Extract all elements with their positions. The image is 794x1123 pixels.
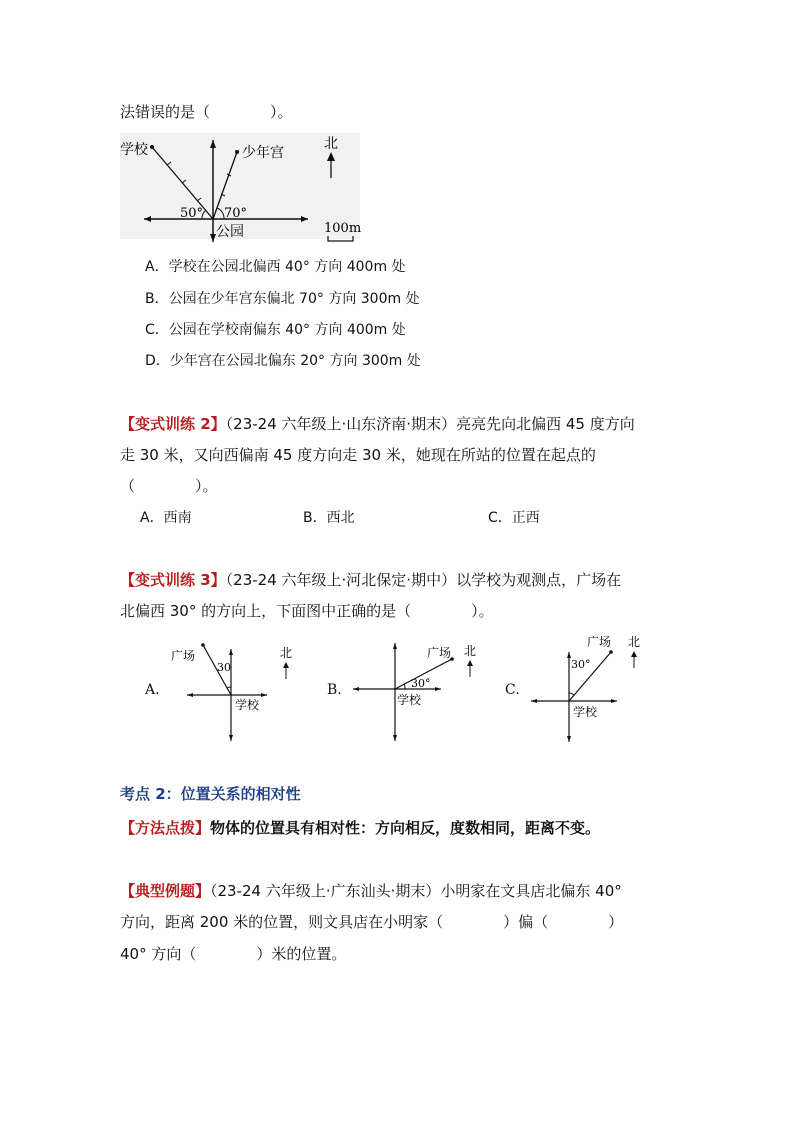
q1-tick xyxy=(182,180,186,183)
q3a-label-square: 广场 xyxy=(171,649,196,663)
q3b-arrow-west xyxy=(353,687,359,691)
q3b-arrow-east xyxy=(435,687,441,691)
q1-arrow-west xyxy=(144,216,151,222)
q1-label-angle-left: 50° xyxy=(180,206,204,221)
q3-figure-a xyxy=(165,635,305,745)
q1-north-arrow-head xyxy=(327,152,335,161)
example-tag: 【典型例题】 xyxy=(120,882,211,900)
q3a-arc xyxy=(227,687,231,688)
q2-option-c: C．正西 xyxy=(488,510,540,526)
q3a-arrow-south xyxy=(229,735,233,741)
example-line1 xyxy=(120,881,622,901)
q3-figure-a-letter: A. xyxy=(145,682,160,698)
kp2-method-text: 物体的位置具有相对性：方向相反，度数相同，距离不变。 xyxy=(210,819,601,837)
q2-option-b: B．西北 xyxy=(303,510,355,526)
example-line2: 方向，距离 200 米的位置，则文具店在小明家（ ）偏（ ） xyxy=(120,913,624,931)
q3b-label-school: 学校 xyxy=(397,693,422,707)
q1-arrow-east xyxy=(301,216,308,222)
q2-option-a: A．西南 xyxy=(140,510,192,526)
q3a-arrow-west xyxy=(187,693,193,697)
q3-figure-c-letter: C. xyxy=(505,682,520,698)
q3b-arrow-north xyxy=(393,643,397,649)
q3-tag: 【变式训练 3】 xyxy=(120,571,226,589)
q1-label-scale: 100m xyxy=(324,221,362,236)
q1-point-school xyxy=(150,145,154,149)
q3a-label-angle: 30 xyxy=(217,661,231,674)
q2-line1 xyxy=(120,414,635,434)
q3b-north-head xyxy=(467,660,473,666)
q3-text-line1: （23-24 六年级上·河北保定·期中）以学校为观测点，广场在 xyxy=(225,571,622,589)
q3c-label-angle: 30° xyxy=(571,658,591,671)
example-line3: 40° 方向（ ）米的位置。 xyxy=(120,945,347,963)
kp2-method xyxy=(120,818,600,838)
q3a-arrow-east xyxy=(261,693,267,697)
q1-scale-bar xyxy=(328,236,353,241)
q3a-north-head xyxy=(283,662,289,668)
q3b-label-square: 广场 xyxy=(427,646,452,660)
q2-tag: 【变式训练 2】 xyxy=(120,415,226,433)
q3c-point-square xyxy=(609,650,613,654)
q2-line2: 走 30 米，又向西偏南 45 度方向走 30 米，她现在所站的位置在起点的 xyxy=(120,446,596,464)
q3b-label-angle: 30° xyxy=(411,677,431,690)
q3a-label-north: 北 xyxy=(280,646,293,660)
q3b-arrow-south xyxy=(393,735,397,741)
q1-option-d: D．少年宫在公园北偏东 20° 方向 300m 处 xyxy=(145,353,421,369)
q1-label-school: 学校 xyxy=(120,142,148,158)
q3-figure-b-letter: B. xyxy=(327,682,342,698)
q1-tick xyxy=(167,162,171,165)
q3-figure-b xyxy=(345,635,485,745)
q3-line2: 北偏西 30° 的方向上，下面图中正确的是（ ）。 xyxy=(120,602,494,620)
q3c-label-north: 北 xyxy=(628,635,641,649)
kp2-method-tag: 【方法点拨】 xyxy=(120,819,211,837)
q3b-arc xyxy=(404,684,405,689)
q3c-label-square: 广场 xyxy=(587,635,612,649)
q1-arc-right xyxy=(217,208,224,219)
q3c-north-head xyxy=(631,651,637,657)
q3c-arrow-east xyxy=(611,699,617,703)
q3c-arrow-west xyxy=(531,699,537,703)
q1-stem: 法错误的是（ ）。 xyxy=(120,103,293,121)
q3a-label-school: 学校 xyxy=(235,698,260,712)
q3-figure-c xyxy=(525,630,665,745)
q1-option-a: A．学校在公园北偏西 40° 方向 400m 处 xyxy=(145,259,406,275)
q1-label-north: 北 xyxy=(324,136,338,152)
q1-option-c: C．公园在学校南偏东 40° 方向 400m 处 xyxy=(145,322,406,338)
q1-option-b: B．公园在少年宫东偏北 70° 方向 300m 处 xyxy=(145,291,420,307)
q3c-label-school: 学校 xyxy=(573,705,598,719)
q3c-arc xyxy=(569,693,574,695)
q2-line3: （ ）。 xyxy=(120,477,218,495)
q3c-arrow-south xyxy=(567,736,571,742)
q1-label-angle-right: 70° xyxy=(224,206,248,221)
q1-label-youth-palace: 少年宫 xyxy=(242,145,284,161)
q1-label-park: 公园 xyxy=(216,224,244,240)
q1-tick xyxy=(197,198,201,201)
q3b-label-north: 北 xyxy=(464,644,477,658)
q3-line1 xyxy=(120,570,621,590)
q3a-arrow-north xyxy=(229,649,233,655)
kp2-title: 考点 2：位置关系的相对性 xyxy=(120,785,301,803)
q1-point-youth-palace xyxy=(235,150,239,154)
q2-text-line1: （23-24 六年级上·山东济南·期末）亮亮先向北偏西 45 度方向 xyxy=(225,415,635,433)
q3a-point-square xyxy=(201,643,205,647)
q1-arrow-north xyxy=(210,140,216,148)
q1-figure xyxy=(118,130,368,245)
example-text-line1: （23-24 六年级上·广东汕头·期末）小明家在文具店北偏东 40° xyxy=(210,882,622,900)
